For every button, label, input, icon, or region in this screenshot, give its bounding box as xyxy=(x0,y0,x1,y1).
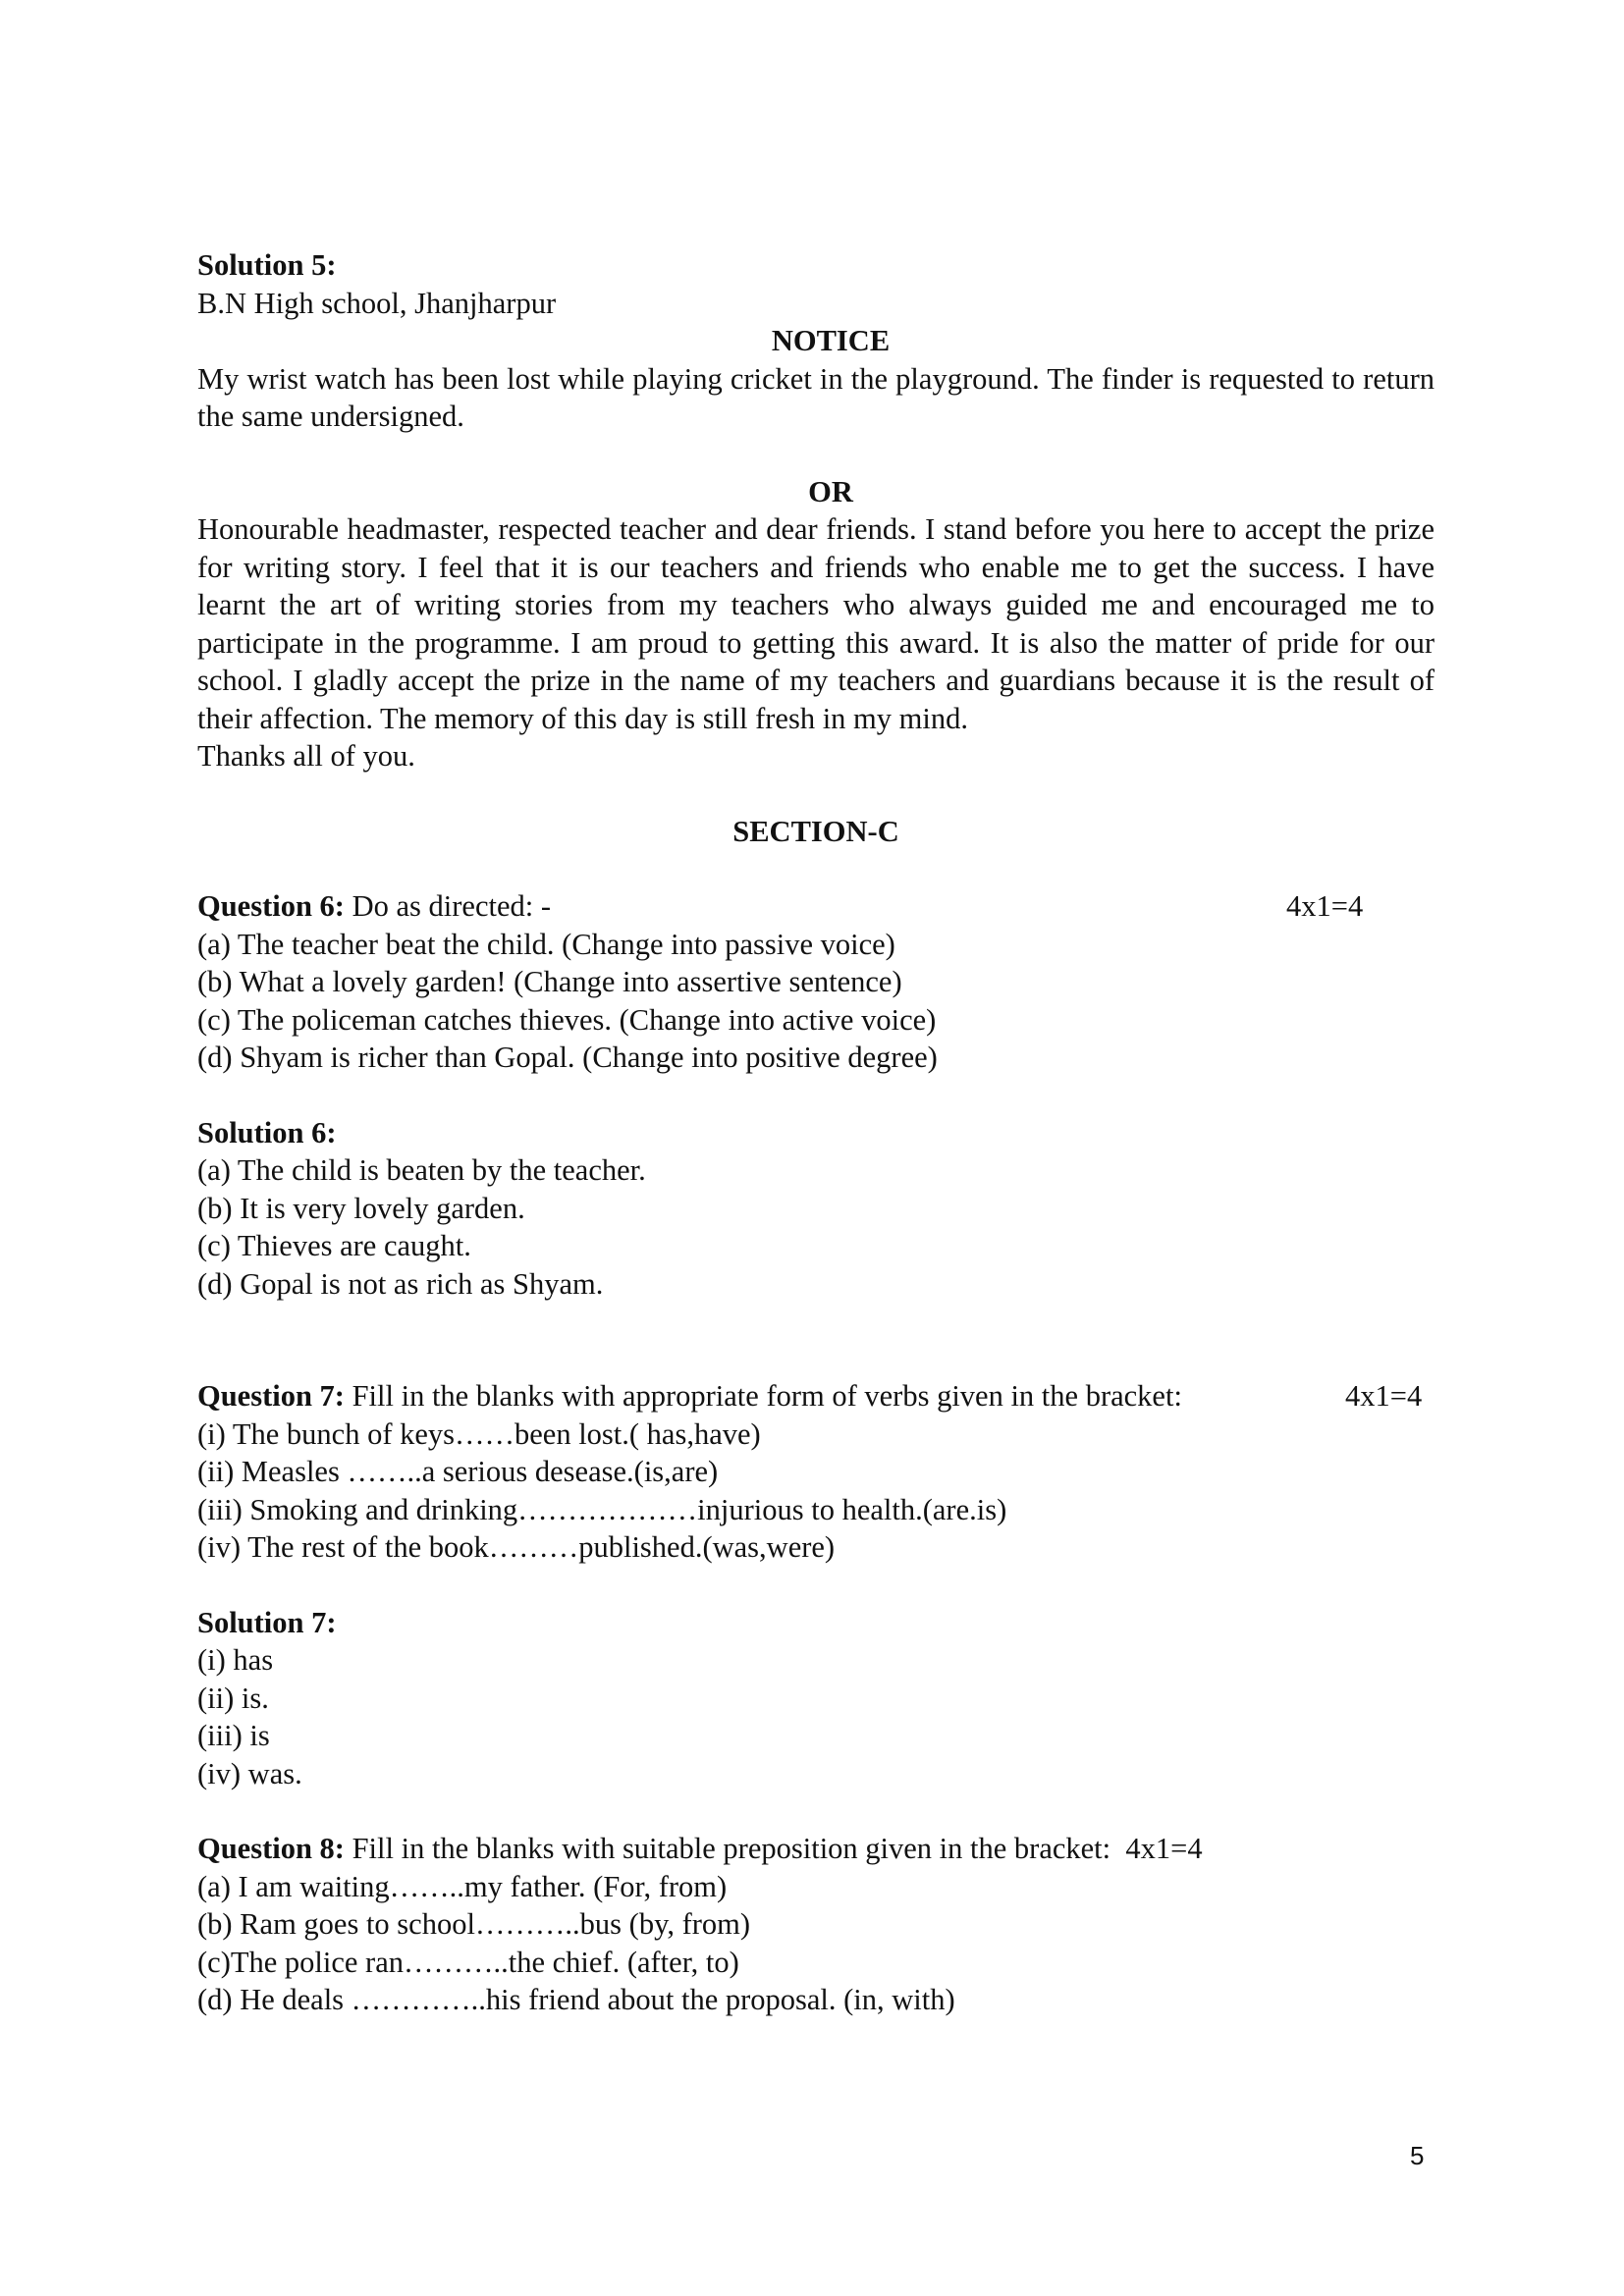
solution6-item: (a) The child is beaten by the teacher. xyxy=(197,1153,646,1187)
question7-item: (i) The bunch of keys……been lost.( has,have) xyxy=(197,1416,761,1451)
notice-title: NOTICE xyxy=(771,324,891,357)
question6-item: (a) The teacher beat the child. (Change into passive voice) xyxy=(197,927,895,961)
question8-text: Fill in the blanks with suitable preposition given in the bracket: 4x1=4 xyxy=(344,1832,1203,1865)
question7-label: Question 7: xyxy=(197,1379,345,1413)
solution7-item: (ii) is. xyxy=(197,1681,269,1715)
notice-text: My wrist watch has been lost while playing cricket in the playground. The finder is requested to return the same undersigned. xyxy=(197,361,1435,433)
question6-heading xyxy=(197,887,1435,926)
question8-label: Question 8: xyxy=(197,1832,345,1865)
solution6-item: (d) Gopal is not as rich as Shyam. xyxy=(197,1266,604,1301)
solution7-item: (iii) is xyxy=(197,1719,270,1752)
solution6-item: (b) It is very lovely garden. xyxy=(197,1191,525,1225)
section-title: SECTION-C xyxy=(732,814,899,848)
question6-item: (d) Shyam is richer than Gopal. (Change into positive degree) xyxy=(197,1041,938,1074)
or-title: OR xyxy=(808,474,853,508)
solution7-item: (i) has xyxy=(197,1643,274,1677)
question7-text: Fill in the blanks with appropriate form of verbs given in the bracket: xyxy=(344,1379,1182,1413)
question7-item: (ii) Measles ……..a serious desease.(is,are) xyxy=(197,1455,719,1488)
question6-item: (c) The policeman catches thieves. (Change into active voice) xyxy=(197,1002,937,1037)
question8-heading xyxy=(197,1830,1435,1868)
question6-label: Question 6: xyxy=(197,889,345,923)
speech-text: Honourable headmaster, respected teacher and dear friends. I stand before you here to accept the prize for writing story. I feel that it is our teachers and friends who enable me to get the success. I have learnt the art of writing stories from my teachers who always guided me and encouraged me to participate in the programme. I am proud to getting this award. It is also the matter of pride for our school. I gladly accept the prize in the name of my teachers and guardians because it is the result of their affection. The memory of this day is still fresh in my mind. xyxy=(197,512,1435,735)
solution7-heading: Solution 7: xyxy=(197,1605,337,1639)
question7-item: (iii) Smoking and drinking………………injurious to health.(are.is) xyxy=(197,1492,1007,1526)
page-number: 5 xyxy=(1410,2141,1425,2170)
question7-heading xyxy=(197,1377,1435,1415)
question8-item: (d) He deals …………..his friend about the proposal. (in, with) xyxy=(197,1983,955,2016)
question7-marks: 4x1=4 xyxy=(1345,1379,1423,1413)
page-content xyxy=(197,246,1435,2019)
question6-marks: 4x1=4 xyxy=(1286,889,1364,923)
question8-item: (a) I am waiting……..my father. (For, from) xyxy=(197,1869,728,1903)
question8-item: (c)The police ran………..the chief. (after, to) xyxy=(197,1945,739,1979)
solution5-heading: Solution 5: xyxy=(197,248,337,282)
school-name: B.N High school, Jhanjharpur xyxy=(197,286,557,320)
question6-text: Do as directed: - xyxy=(344,889,551,923)
solution6-heading: Solution 6: xyxy=(197,1115,337,1149)
solution7-item: (iv) was. xyxy=(197,1756,302,1790)
thanks-text: Thanks all of you. xyxy=(197,739,415,773)
question7-item: (iv) The rest of the book………published.(was,were) xyxy=(197,1530,836,1564)
question8-item: (b) Ram goes to school………..bus (by, from) xyxy=(197,1907,751,1941)
solution6-item: (c) Thieves are caught. xyxy=(197,1229,471,1262)
question6-item: (b) What a lovely garden! (Change into assertive sentence) xyxy=(197,965,902,998)
